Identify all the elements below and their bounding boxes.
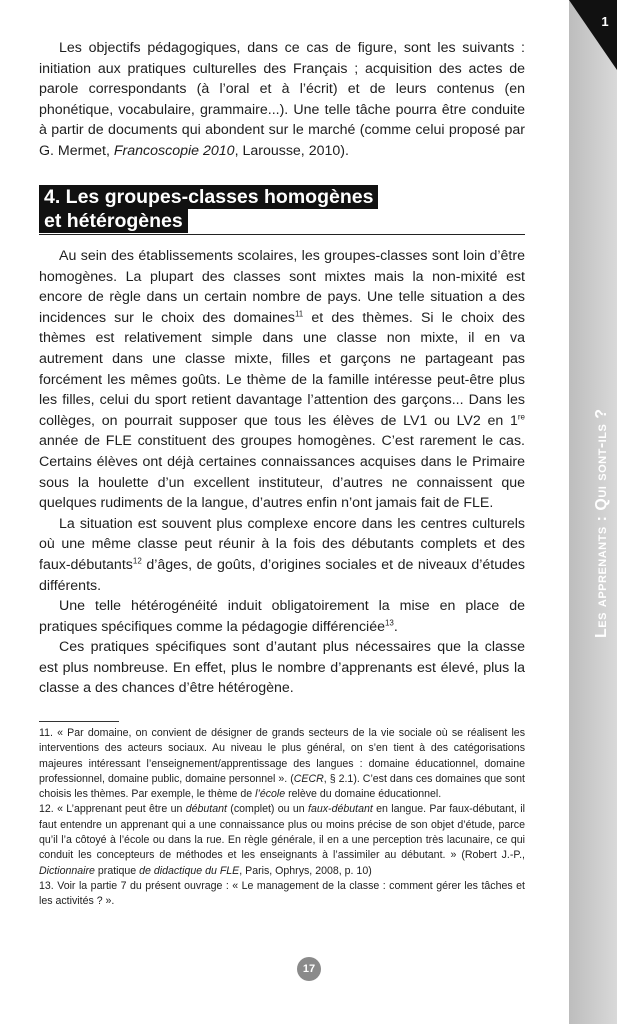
- section-heading: [39, 184, 525, 235]
- paragraph: Au sein des établissements scolaires, les groupes-classes sont loin d’être homogènes. La plupart des classes sont mixtes mais la non-mixité est encore de règle dans un certain nombre de pays. Une telle situation a des incidences sur le choix des domaines$^{11}$ et des thèmes. Si le choix des thèmes est relativement simple dans une classe non mixte, il en va autrement dans une classe mixte, filles et garçons ne partageant pas forcément les mêmes goûts. Le thème de la famille intéresse peut-être plus les filles, celui du sport retient davantage l’attention des garçons... Dans les collèges, on pourrait supposer que tous les élèves de LV1 ou LV2 en 1re année de FLE constituent des groupes homogènes. C’est rarement le cas. Certains élèves ont déjà certaines connaissances acquises dans le Primaire sous la houlette d’un excellent instituteur, d’autres ne connaissent que quelques rudiments de la langue, d’autres enfin n’ont jamais fait de FLE.: [39, 248, 525, 512]
- footnote-ref-13: 13: [384, 617, 394, 627]
- footnote-divider: [39, 721, 119, 722]
- paragraph: La situation est souvent plus complexe encore dans les centres culturels où une même classe peut réunir à la fois des débutants complets et des faux-débutants$^{12}$ d’âges, de goûts, d’origines sociales et de niveaux d’études différents.: [39, 515, 525, 594]
- paragraph: Une telle hétérogénéité induit obligatoirement la mise en place de pratiques spécifiques comme la pédagogie différenciée$^{13}$.: [39, 598, 525, 635]
- intro-text: [39, 38, 525, 162]
- section-heading-line2: et hétérogènes: [39, 209, 188, 233]
- superscript: re: [517, 412, 525, 422]
- footnote-11: 11. « Par domaine, on convient de désigner de grands secteurs de la vie sociale où se réalisent les interventions des acteurs sociaux. Au niveau le plus général, on s’en tient à des catégorisations majeures intéressant l’enseignement/apprentissage des langues : domaine éducationnel, domaine professionnel, domaine public, domaine personnel ». (CECR, § 2.1). C’est dans ces domaines que sont choisis les thèmes. Par exemple, le thème de l’école relève du domaine éducationnel.: [39, 727, 525, 801]
- chapter-number: 1: [601, 14, 609, 29]
- footnote-ref-12: 12: [132, 556, 142, 566]
- footnotes: [39, 726, 525, 910]
- footnote-ref-11: 11: [294, 309, 304, 319]
- page-number: 17: [297, 957, 321, 981]
- book-title: Francoscopie 2010: [113, 142, 235, 159]
- section-heading-line1: 4. Les groupes-classes homogènes: [39, 185, 378, 209]
- section-body: [39, 246, 525, 699]
- footnote-12: 12. « L’apprenant peut être un débutant (complet) ou un faux-débutant en langue. Par faux-débutant, il faut entendre un apprenant qui a une connaissance plus ou moins précise de son objet d’étude, parce qu’il l’a côtoyé à l’école ou dans la rue. En règle générale, il en a une perception très lacunaire, ce qui conduit les concepteurs de méthodes et les enseignants à l’assimiler au débutant. » (Robert J.-P., Dictionnaire pratique de didactique du FLE, Paris, Ophrys, 2008, p. 10): [39, 803, 525, 877]
- paragraph: Ces pratiques spécifiques sont d’autant plus nécessaires que la classe est plus nombreuse. En effet, plus le nombre d’apprenants est élevé, plus la classe a des chances d’être hétérogène.: [39, 639, 525, 697]
- footnote-13: 13. Voir la partie 7 du présent ouvrage : « Le management de la classe : comment gérer les tâches et les activités ? ».: [39, 879, 525, 908]
- paragraph: Les objectifs pédagogiques, dans ce cas de figure, sont les suivants : initiation aux pratiques culturelles des Français ; acquisition des actes de parole correspondants (à l’oral et à l’écrit) et de leurs contenus (en phonétique, vocabulaire, grammaire...). Une telle tâche pourra être conduite à partir de documents qui abondent sur le marché (comme celui proposé par G. Mermet, Francoscopie 2010, Larousse, 2010).: [39, 40, 525, 159]
- side-title-text: Les apprenants : Qui sont-ils ?: [593, 408, 610, 638]
